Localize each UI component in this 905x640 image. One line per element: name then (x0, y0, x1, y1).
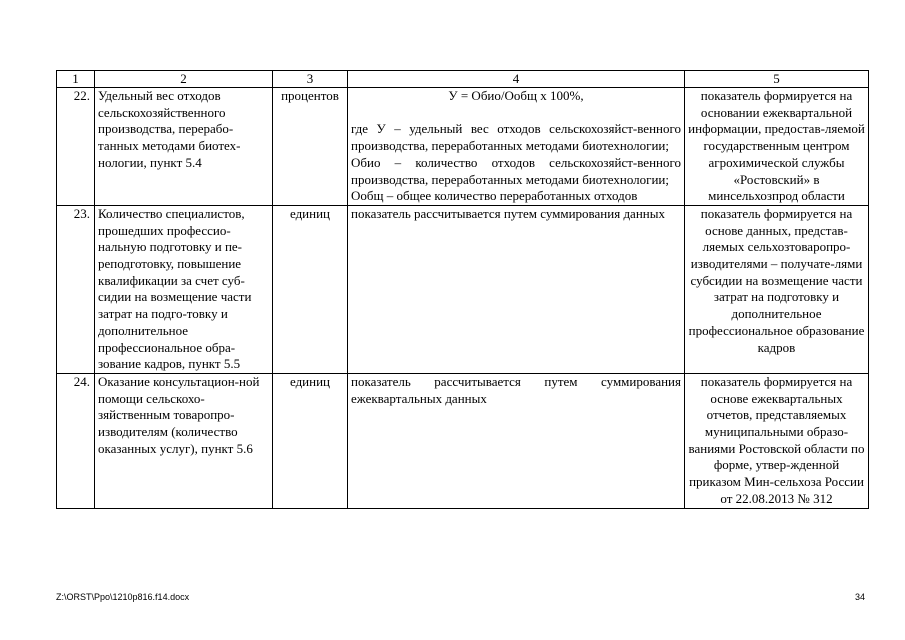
indicator-method: показатель рассчитывается путем суммирования данных (348, 205, 685, 373)
indicator-unit: единиц (273, 373, 348, 508)
indicator-method (348, 88, 685, 206)
indicator-name: Удельный вес отходов сельскохозяйственного производства, перерабо-танных методами биотех-нологии, пункт 5.4 (95, 88, 273, 206)
header-col-3: 3 (273, 71, 348, 88)
row-number: 24. (57, 373, 95, 508)
header-col-4: 4 (348, 71, 685, 88)
table-row (57, 88, 869, 206)
indicator-name: Оказание консультацион-ной помощи сельскохо-зяйственным товаропро-изводителям (количество оказанных услуг), пункт 5.6 (95, 373, 273, 508)
indicator-source: показатель формируется на основе данных, представ-ляемых сельхозтоваропро-изводителями – получате-лями субсидии на возмещение части затрат на подготовку и дополнительное профессиональное образование кадров (685, 205, 869, 373)
formula: У = Обио/Оoбщ х 100%, (448, 88, 584, 103)
header-col-2: 2 (95, 71, 273, 88)
indicator-unit: единиц (273, 205, 348, 373)
spacer (351, 105, 681, 122)
indicator-source: показатель формируется на основании ежеквартальной информации, предостав-ляемой государственным центром агрохимической службы «Ростовский» в минсельхозпрод области (685, 88, 869, 206)
formula-definition: Оoбщ – общее количество переработанных отходов (351, 188, 638, 204)
page-number: 34 (854, 592, 865, 602)
header-row (57, 71, 869, 88)
header-col-5: 5 (685, 71, 869, 88)
header-col-1: 1 (57, 71, 95, 88)
table-row (57, 205, 869, 373)
formula-definition: где У – удельный вес отходов сельскохозяйст-венного производства, переработанных методами биотехнологии; (351, 121, 681, 154)
indicator-unit: процентов (273, 88, 348, 206)
row-number: 22. (57, 88, 95, 206)
table-row (57, 373, 869, 508)
indicator-method: показатель рассчитывается путем суммирования ежеквартальных данных (348, 373, 685, 508)
row-number: 23. (57, 205, 95, 373)
indicator-name: Количество специалистов, прошедших профессио-нальную подготовку и пе-реподготовку, повышение квалификации за счет суб-сидии на возмещение части затрат на подго-товку и дополнительное профессиональное обра-зование кадров, пункт 5.5 (95, 205, 273, 373)
file-path: Z:\ORST\Ppo\1210p816.f14.docx (56, 592, 190, 602)
indicator-source: показатель формируется на основе ежеквартальных отчетов, представляемых муниципальными образо-ваниями Ростовской области по форме, утвер-жденной приказом Мин-сельхоза России от 22.08.2013 № 312 (685, 373, 869, 508)
formula-definition: Обио – количество отходов сельскохозяйст-венного производства, переработанных методами биотехнологии; (351, 154, 681, 187)
indicators-table (56, 70, 869, 509)
